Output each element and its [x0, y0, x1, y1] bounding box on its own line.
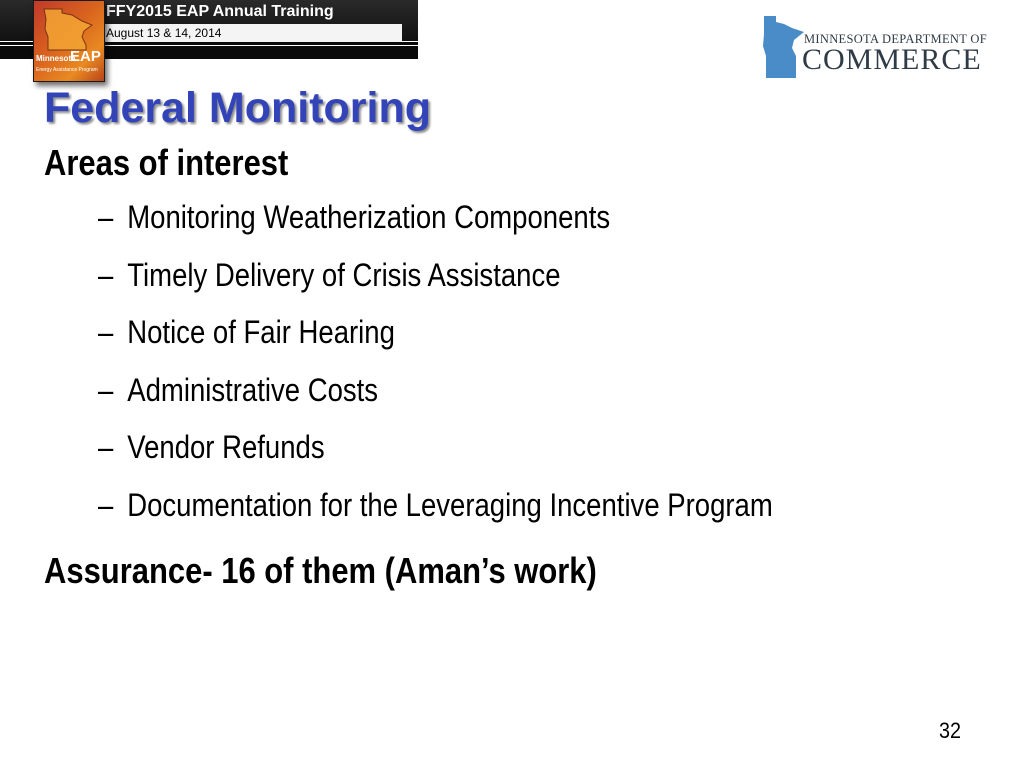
bullet-dash: –	[98, 371, 114, 408]
bullet-dash: –	[98, 314, 114, 350]
bullet-dash: –	[98, 199, 114, 235]
bullet-dash: –	[98, 429, 114, 465]
list-item-text: Vendor Refunds	[127, 429, 325, 465]
list-item	[98, 314, 773, 372]
assurance-heading: Assurance- 16 of them (Aman’s work)	[44, 550, 597, 591]
list-item	[98, 487, 773, 545]
list-item	[98, 372, 773, 430]
minnesota-state-shape-icon	[42, 7, 94, 51]
list-item	[98, 257, 773, 315]
bullet-dash: –	[98, 486, 114, 523]
banner-title: FFY2015 EAP Annual Training	[106, 3, 334, 20]
areas-of-interest-list	[98, 199, 883, 544]
eap-logo-subtitle: Energy Assistance Program	[36, 67, 98, 73]
list-item-text: Monitoring Weatherization Components	[127, 199, 611, 235]
minnesota-map-icon	[762, 14, 806, 80]
banner-date: August 13 & 14, 2014	[106, 26, 222, 40]
list-item	[98, 429, 773, 487]
eap-logo	[33, 0, 105, 82]
page-number: 32	[939, 718, 962, 743]
commerce-logo	[762, 14, 988, 80]
list-item-text: Notice of Fair Hearing	[127, 314, 395, 350]
list-item-text: Documentation for the Leveraging Incentive Program	[127, 486, 773, 523]
list-item	[98, 199, 773, 257]
commerce-logo-commerce-text: COMMERCE	[802, 43, 982, 76]
list-item-text: Timely Delivery of Crisis Assistance	[127, 256, 561, 293]
eap-logo-state-text: Minnesota	[36, 54, 76, 63]
slide-title: Federal Monitoring	[44, 84, 431, 132]
bullet-dash: –	[98, 256, 114, 293]
areas-of-interest-heading: Areas of interest	[44, 142, 289, 183]
eap-logo-eap-text: EAP	[70, 48, 101, 65]
commerce-logo-department-text: MINNESOTA DEPARTMENT OF	[804, 32, 987, 46]
list-item-text: Administrative Costs	[127, 371, 379, 408]
